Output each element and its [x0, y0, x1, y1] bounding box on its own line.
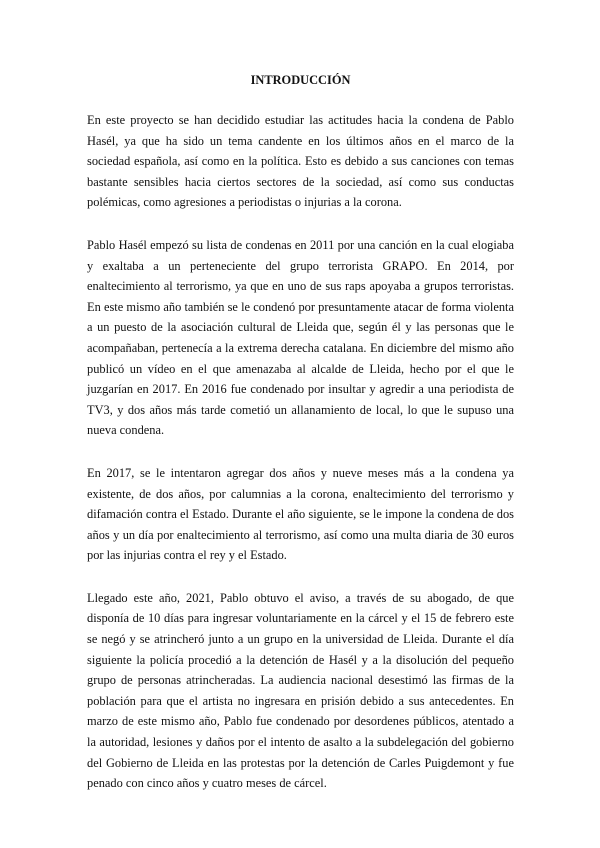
paragraph-condenas: Pablo Hasél empezó su lista de condenas en 2011 por una canción en la cual elogiaba y exaltaba a un perteneciente del grupo terrorista GRAPO. En 2014, por enaltecimiento al terrorismo, ya que en uno de sus raps apoyaba a grupos terroristas. En este mismo año también se le condenó por presuntamente atacar de forma violenta a un puesto de la asociación cultural de Lleida que, según él y las personas que le acompañaban, pertenecía a la extrema derecha catalana. En diciembre del mismo año publicó un vídeo en el que amenazaba al alcalde de Lleida, hecho por el que le juzgarían en 2017. En 2016 fue condenado por insultar y agredir a una periodista de TV3, y dos años más tarde cometió un allanamiento de local, lo que le supuso una nueva condena.: [87, 237, 514, 438]
paragraph-2017: En 2017, se le intentaron agregar dos años y nueve meses más a la condena ya existente, de dos años, por calumnias a la corona, enaltecimiento del terrorismo y difamación contra el Estado. Durante el año siguiente, se le impone la condena de dos años y un día por enaltecimiento al terrorismo, así como una multa diaria de 30 euros por las injurias contra el rey y el Estado.: [87, 465, 514, 563]
paragraph-2021: Llegado este año, 2021, Pablo obtuvo el aviso, a través de su abogado, de que disponía de 10 días para ingresar voluntariamente en la cárcel y el 15 de febrero este se negó y se atrincheró junto a un grupo en la universidad de Lleida. Durante el día siguiente la policía procedió a la detención de Hasél y a la disolución del pequeño grupo de personas atrincheradas. La audiencia nacional desestimó las firmas de la población para que el artista no ingresara en prisión debido a sus antecedentes. En marzo de este mismo año, Pablo fue condenado por desordenes públicos, atentado a la autoridad, lesiones y daños por el intento de asalto a la subdelegación del gobierno del Gobierno de Lleida en las protestas por la detención de Carles Puigdemont y fue penado con cinco años y cuatro meses de cárcel.: [87, 590, 514, 791]
paragraph-intro: En este proyecto se han decidido estudiar las actitudes hacia la condena de Pablo Hasél, ya que ha sido un tema candente en los últimos años en el marco de la sociedad española, así como en la política. Esto es debido a sus canciones con temas bastante sensibles hacia ciertos sectores de la sociedad, así como sus conductas polémicas, como agresiones a periodistas o injurias a la corona.: [87, 113, 514, 210]
page-title: INTRODUCCIÓN: [250, 73, 351, 87]
